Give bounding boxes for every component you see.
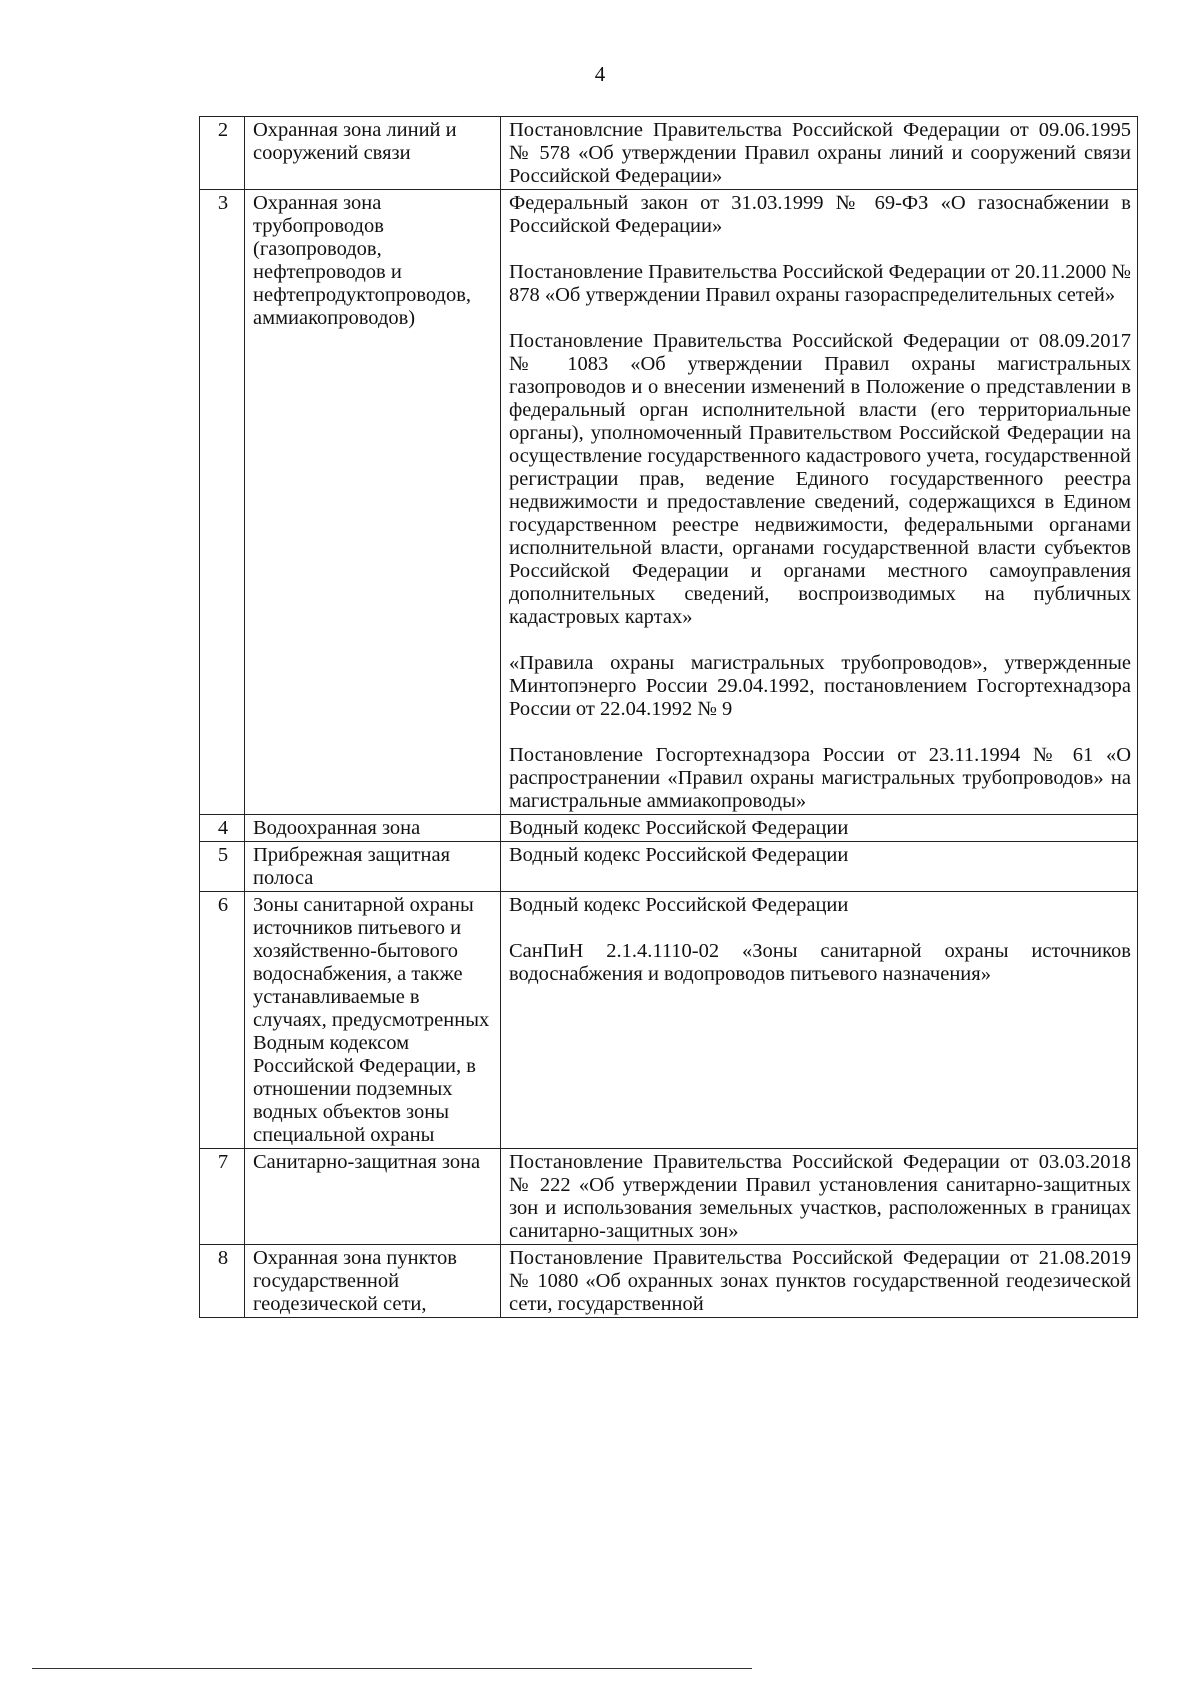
legal-document: Постановление Правительства Российской Федерации от 21.08.2019 № 1080 «Об охранных зонах пунктов государственной геодезической сети, государственной: [509, 1247, 1131, 1315]
legal-documents: [501, 1149, 1138, 1245]
legal-document: Водный кодекс Российской Федерации: [509, 894, 849, 916]
table-row: [200, 892, 1138, 1149]
zones-table-body: [200, 117, 1138, 1318]
legal-documents: [501, 815, 1138, 842]
page-number: 4: [594, 62, 606, 86]
legal-document: Федеральный закон от 31.03.1999 № 69-ФЗ «О газоснабжении в Российской Федерации»: [509, 192, 1131, 237]
table-row: [200, 1149, 1138, 1245]
legal-documents: [501, 117, 1138, 190]
legal-documents: [501, 892, 1138, 1149]
zone-name: Зоны санитарной охраны источников питьевого и хозяйственно-бытового водоснабжения, а также устанавливаемые в случаях, предусмотренных Водным кодексом Российской Федерации, в отношении подземных водных объектов зоны специальной охраны: [245, 892, 501, 1149]
legal-document: СанПиН 2.1.4.1110-02 «Зоны санитарной охраны источников водоснабжения и водопроводов питьевого назначения»: [509, 940, 1131, 985]
legal-document: «Правила охраны магистральных трубопроводов», утвержденные Минтопэнерго России 29.04.1992, постановлением Госгортехнадзора России от 22.04.1992 № 9: [509, 652, 1131, 720]
legal-document: Постановление Правительства Российской Федерации от 03.03.2018 № 222 «Об утверждении Правил установления санитарно-защитных зон и использования земельных участков, расположенных в границах санитарно-защитных зон»: [509, 1151, 1131, 1242]
footer-divider: [32, 1668, 752, 1669]
row-number: 2: [200, 117, 245, 190]
row-number: 4: [200, 815, 245, 842]
table-row: [200, 842, 1138, 892]
table-row: [200, 1245, 1138, 1318]
row-number: 7: [200, 1149, 245, 1245]
row-number: 6: [200, 892, 245, 1149]
legal-documents: [501, 190, 1138, 815]
row-number: 5: [200, 842, 245, 892]
zone-name: Водоохранная зона: [245, 815, 501, 842]
zone-name: Прибрежная защитная полоса: [245, 842, 501, 892]
table-row: [200, 117, 1138, 190]
legal-document: Постановлсние Правительства Российской Федерации от 09.06.1995 № 578 «Об утверждении Правил охраны линий и сооружений связи Российской Федерации»: [509, 119, 1131, 187]
zone-name: Санитарно-защитная зона: [245, 1149, 501, 1245]
zone-name: Охранная зона трубопроводов (газопроводов, нефтепроводов и нефтепродуктопроводов, аммиакопроводов): [245, 190, 501, 815]
legal-document: Постановление Правительства Российской Федерации от 08.09.2017 № 1083 «Об утверждении Правил охраны магистральных газопроводов и о внесении изменений в Положение о представлении в федеральный орган исполнительной власти (его территориальные органы), уполномоченный Правительством Российской Федерации на осуществление государственного кадастрового учета, государственной регистрации прав, ведение Единого государственного реестра недвижимости и предоставление сведений, содержащихся в Едином государственном реестре недвижимости, федеральными органами исполнительной власти, органами государственной власти субъектов Российской Федерации и органами местного самоуправления дополнительных сведений, воспроизводимых на публичных кадастровых картах»: [509, 330, 1131, 628]
legal-documents: [501, 842, 1138, 892]
legal-document: Постановление Правительства Российской Федерации от 20.11.2000 № 878 «Об утверждении Правил охраны газораспределительных сетей»: [509, 261, 1131, 306]
table-row: [200, 815, 1138, 842]
zone-name: Охранная зона пунктов государственной геодезической сети,: [245, 1245, 501, 1318]
zones-table: [199, 116, 1138, 1318]
legal-document: Постановление Госгортехнадзора России от 23.11.1994 № 61 «О распространении «Правил охраны магистральных трубопроводов» на магистральные аммиакопроводы»: [509, 744, 1131, 812]
table-row: [200, 190, 1138, 815]
row-number: 8: [200, 1245, 245, 1318]
zone-name: Охранная зона линий и сооружений связи: [245, 117, 501, 190]
legal-documents: [501, 1245, 1138, 1318]
legal-document: Водный кодекс Российской Федерации: [509, 817, 849, 839]
row-number: 3: [200, 190, 245, 815]
legal-document: Водный кодекс Российской Федерации: [509, 844, 849, 866]
